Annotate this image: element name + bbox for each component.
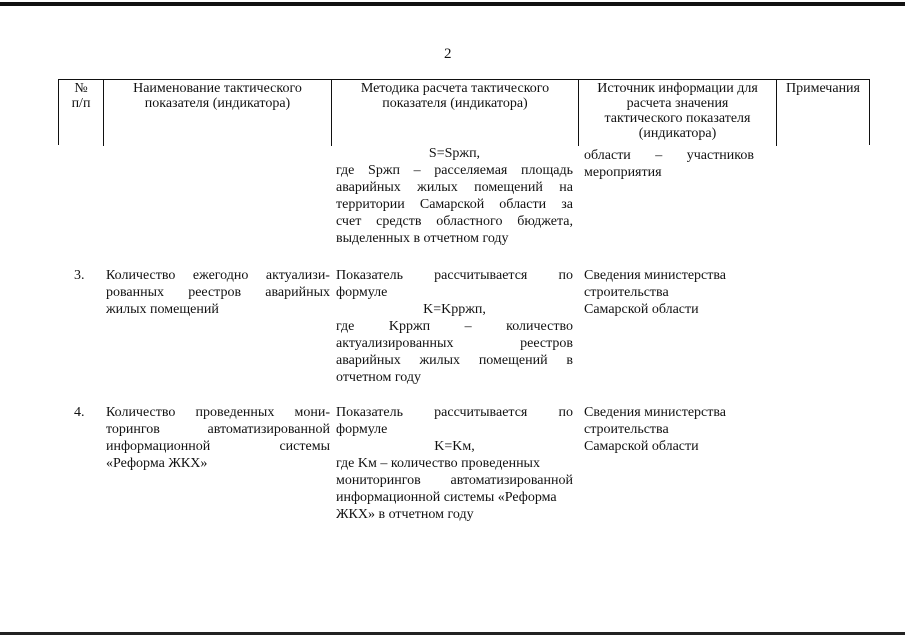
word: по <box>558 405 573 420</box>
word: помещений <box>474 180 543 195</box>
continuation-formula: S=Sржп, <box>428 146 481 161</box>
word: мони- <box>294 405 330 420</box>
word: – <box>464 319 472 334</box>
header-name-line: Наименование тактического <box>133 81 302 96</box>
bottom-scan-border <box>0 632 905 635</box>
header-number-line: № <box>74 81 88 96</box>
row-source-line: строительства <box>584 285 669 300</box>
header-name-line: показателя (индикатора) <box>144 96 291 111</box>
table-header <box>58 79 870 145</box>
header-source <box>579 80 777 146</box>
header-method-line: Методика расчета тактического <box>360 81 550 96</box>
row-method-intro <box>336 405 573 421</box>
word: Sржп <box>368 163 400 178</box>
word: ежегодно <box>192 268 249 283</box>
word: Количество <box>106 268 176 283</box>
word: количество <box>506 319 573 334</box>
row-method-line: отчетном году <box>336 370 422 385</box>
word: расселяемая <box>434 163 508 178</box>
header-source-line: расчета значения <box>626 96 729 111</box>
continuation-source-line: мероприятия <box>584 165 662 180</box>
word: областного <box>436 214 503 229</box>
word: средств <box>376 214 422 229</box>
word: на <box>559 180 573 195</box>
row-method-formula-label: формуле <box>336 285 388 300</box>
row-source-line: Сведения министерства <box>584 268 727 283</box>
header-source-line: тактического показателя <box>604 111 751 126</box>
word: жилых <box>417 180 458 195</box>
row-name-line: «Реформа ЖКХ» <box>106 456 208 471</box>
header-name <box>104 80 332 146</box>
word: – <box>413 163 421 178</box>
row-name-line: жилых помещений <box>106 302 219 317</box>
row-method-line: ЖКХ» в отчетном году <box>336 507 474 522</box>
continuation-method-line <box>336 214 573 230</box>
header-method-line: показателя (индикатора) <box>382 96 528 111</box>
row-name-line <box>106 439 330 455</box>
row-source-line: Самарской области <box>584 302 699 317</box>
word: рассчитывается <box>434 268 528 283</box>
word: территории <box>336 197 405 212</box>
word: участников <box>686 148 754 163</box>
row-name-line <box>106 285 330 301</box>
row-source-line: Сведения министерства <box>584 405 727 420</box>
word: аварийных <box>336 353 401 368</box>
header-source-line: Источник информации для <box>597 81 758 96</box>
word: жилых <box>419 353 461 368</box>
word: площадь <box>521 163 573 178</box>
row-formula: K=Kрржп, <box>423 302 486 317</box>
row-method-formula-label: формуле <box>336 422 388 437</box>
header-notes-line: Примечания <box>785 81 860 96</box>
row-name-line <box>106 405 330 421</box>
continuation-method-line <box>336 197 573 213</box>
row-formula: K=Kм, <box>434 439 475 454</box>
word: мониторингов <box>336 473 421 488</box>
word: аварийных <box>265 285 330 300</box>
row-method-line <box>336 336 573 352</box>
word: бюджета, <box>517 214 573 229</box>
row-source-line: Самарской области <box>584 439 699 454</box>
word: где <box>336 163 355 178</box>
header-number-line: п/п <box>71 96 91 111</box>
word: в <box>566 353 573 368</box>
word: автоматизированной <box>450 473 573 488</box>
word: счет <box>336 214 362 229</box>
word: рованных <box>106 285 165 300</box>
row-number: 3. <box>74 268 85 283</box>
header-method <box>332 80 579 146</box>
row-method-line: информационной системы «Реформа <box>336 490 557 505</box>
word: Самарской <box>419 197 485 212</box>
row-method-line <box>336 473 573 489</box>
word: реестров <box>520 336 573 351</box>
continuation-method-line <box>336 163 573 179</box>
header-source-line: (индикатора) <box>638 126 717 141</box>
word: проведенных <box>195 405 275 420</box>
continuation-method-line: выделенных в отчетном году <box>336 231 509 246</box>
word: аварийных <box>336 180 401 195</box>
word: Kрржп <box>388 319 431 334</box>
row-name-line <box>106 422 330 438</box>
row-method-line <box>336 319 573 335</box>
word: системы <box>279 439 330 454</box>
row-method-line: где Kм – количество проведенных <box>336 456 540 471</box>
word: Показатель <box>336 405 403 420</box>
word: торингов <box>106 422 160 437</box>
row-source-line: строительства <box>584 422 669 437</box>
word: – <box>655 148 663 163</box>
word: информационной <box>106 439 211 454</box>
word: актуализированных <box>336 336 454 351</box>
word: реестров <box>188 285 242 300</box>
word: области <box>499 197 547 212</box>
word: по <box>558 268 573 283</box>
page-number: 2 <box>444 46 452 62</box>
continuation-source-line <box>584 148 754 164</box>
header-number <box>59 80 104 146</box>
word: области <box>584 148 631 163</box>
top-scan-border <box>0 2 905 6</box>
continuation-method-line <box>336 180 573 196</box>
word: за <box>561 197 573 212</box>
word: Количество <box>106 405 176 420</box>
word: где <box>336 319 355 334</box>
row-method-line <box>336 353 573 369</box>
header-notes <box>777 80 869 146</box>
word: автоматизированной <box>207 422 330 437</box>
word: Показатель <box>336 268 403 283</box>
word: актуализи- <box>265 268 330 283</box>
word: помещений <box>478 353 548 368</box>
row-number: 4. <box>74 405 85 420</box>
word: рассчитывается <box>434 405 528 420</box>
row-method-intro <box>336 268 573 284</box>
row-name-line <box>106 268 330 284</box>
